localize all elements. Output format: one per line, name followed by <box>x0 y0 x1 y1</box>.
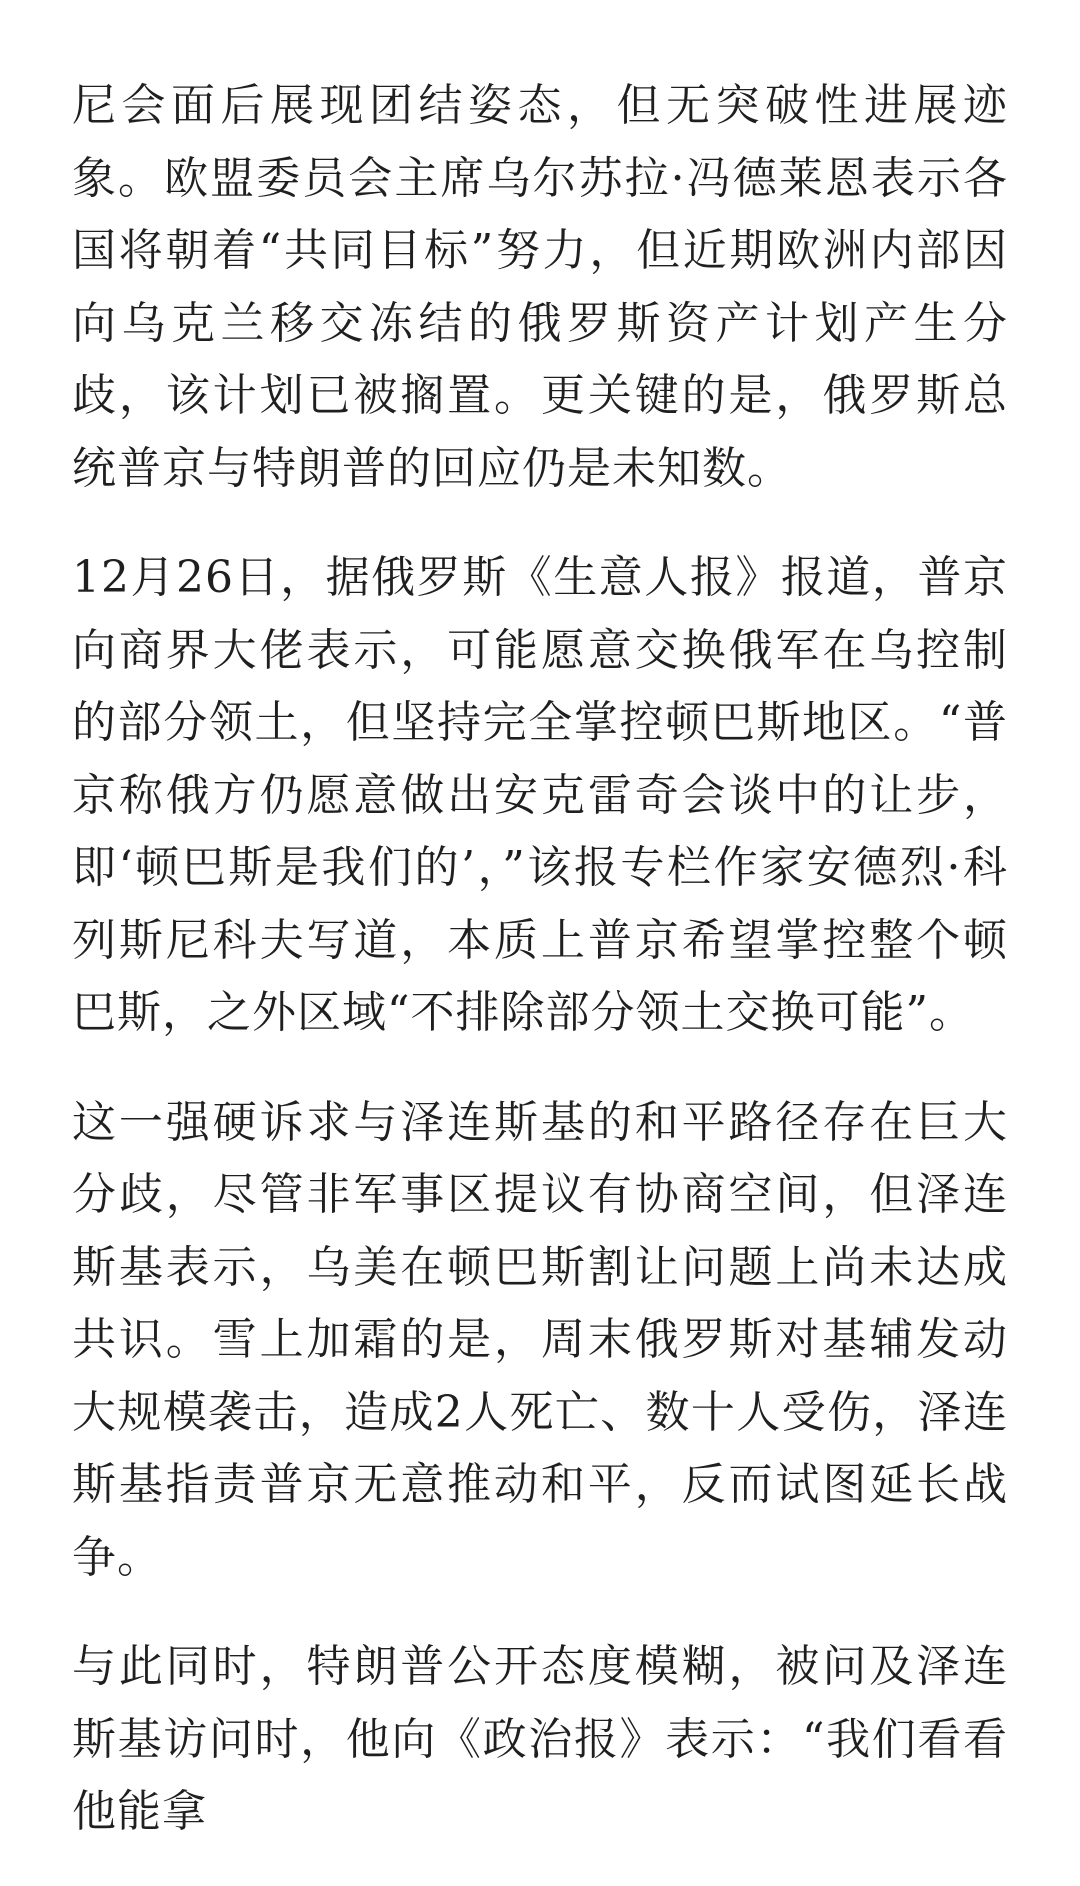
paragraph-putin-donbas: 12月26日，据俄罗斯《生意人报》报道，普京向商界大佬表示，可能愿意交换俄军在乌控制的部分领土，但坚持完全掌控顿巴斯地区。“普京称俄方仍愿意做出安克雷奇会谈中的让步，即‘顿巴斯是我们的’，”该报专栏作家安德烈·科列斯尼科夫写道，本质上普京希望掌控整个顿巴斯，之外区域“不排除部分领土交换可能”。 <box>72 552 1008 1038</box>
paragraph-eu-unity: 尼会面后展现团结姿态，但无突破性进展迹象。欧盟委员会主席乌尔苏拉·冯德莱恩表示各国将朝着“共同目标”努力，但近期欧洲内部因向乌克兰移交冻结的俄罗斯资产计划产生分歧，该计划已被搁置。更关键的是，俄罗斯总统普京与特朗普的回应仍是未知数。 <box>72 80 1008 494</box>
article-body <box>72 70 1008 1886</box>
paragraph-zelensky-divergence: 这一强硬诉求与泽连斯基的和平路径存在巨大分歧，尽管非军事区提议有协商空间，但泽连斯基表示，乌美在顿巴斯割让问题上尚未达成共识。雪上加霜的是，周末俄罗斯对基辅发动大规模袭击，造成2人死亡、数十人受伤，泽连斯基指责普京无意推动和平，反而试图延长战争。 <box>72 1096 1008 1583</box>
paragraph-trump-stance: 与此同时，特朗普公开态度模糊，被问及泽连斯基访问时，他向《政治报》表示：“我们看看他能拿 <box>72 1641 1008 1837</box>
